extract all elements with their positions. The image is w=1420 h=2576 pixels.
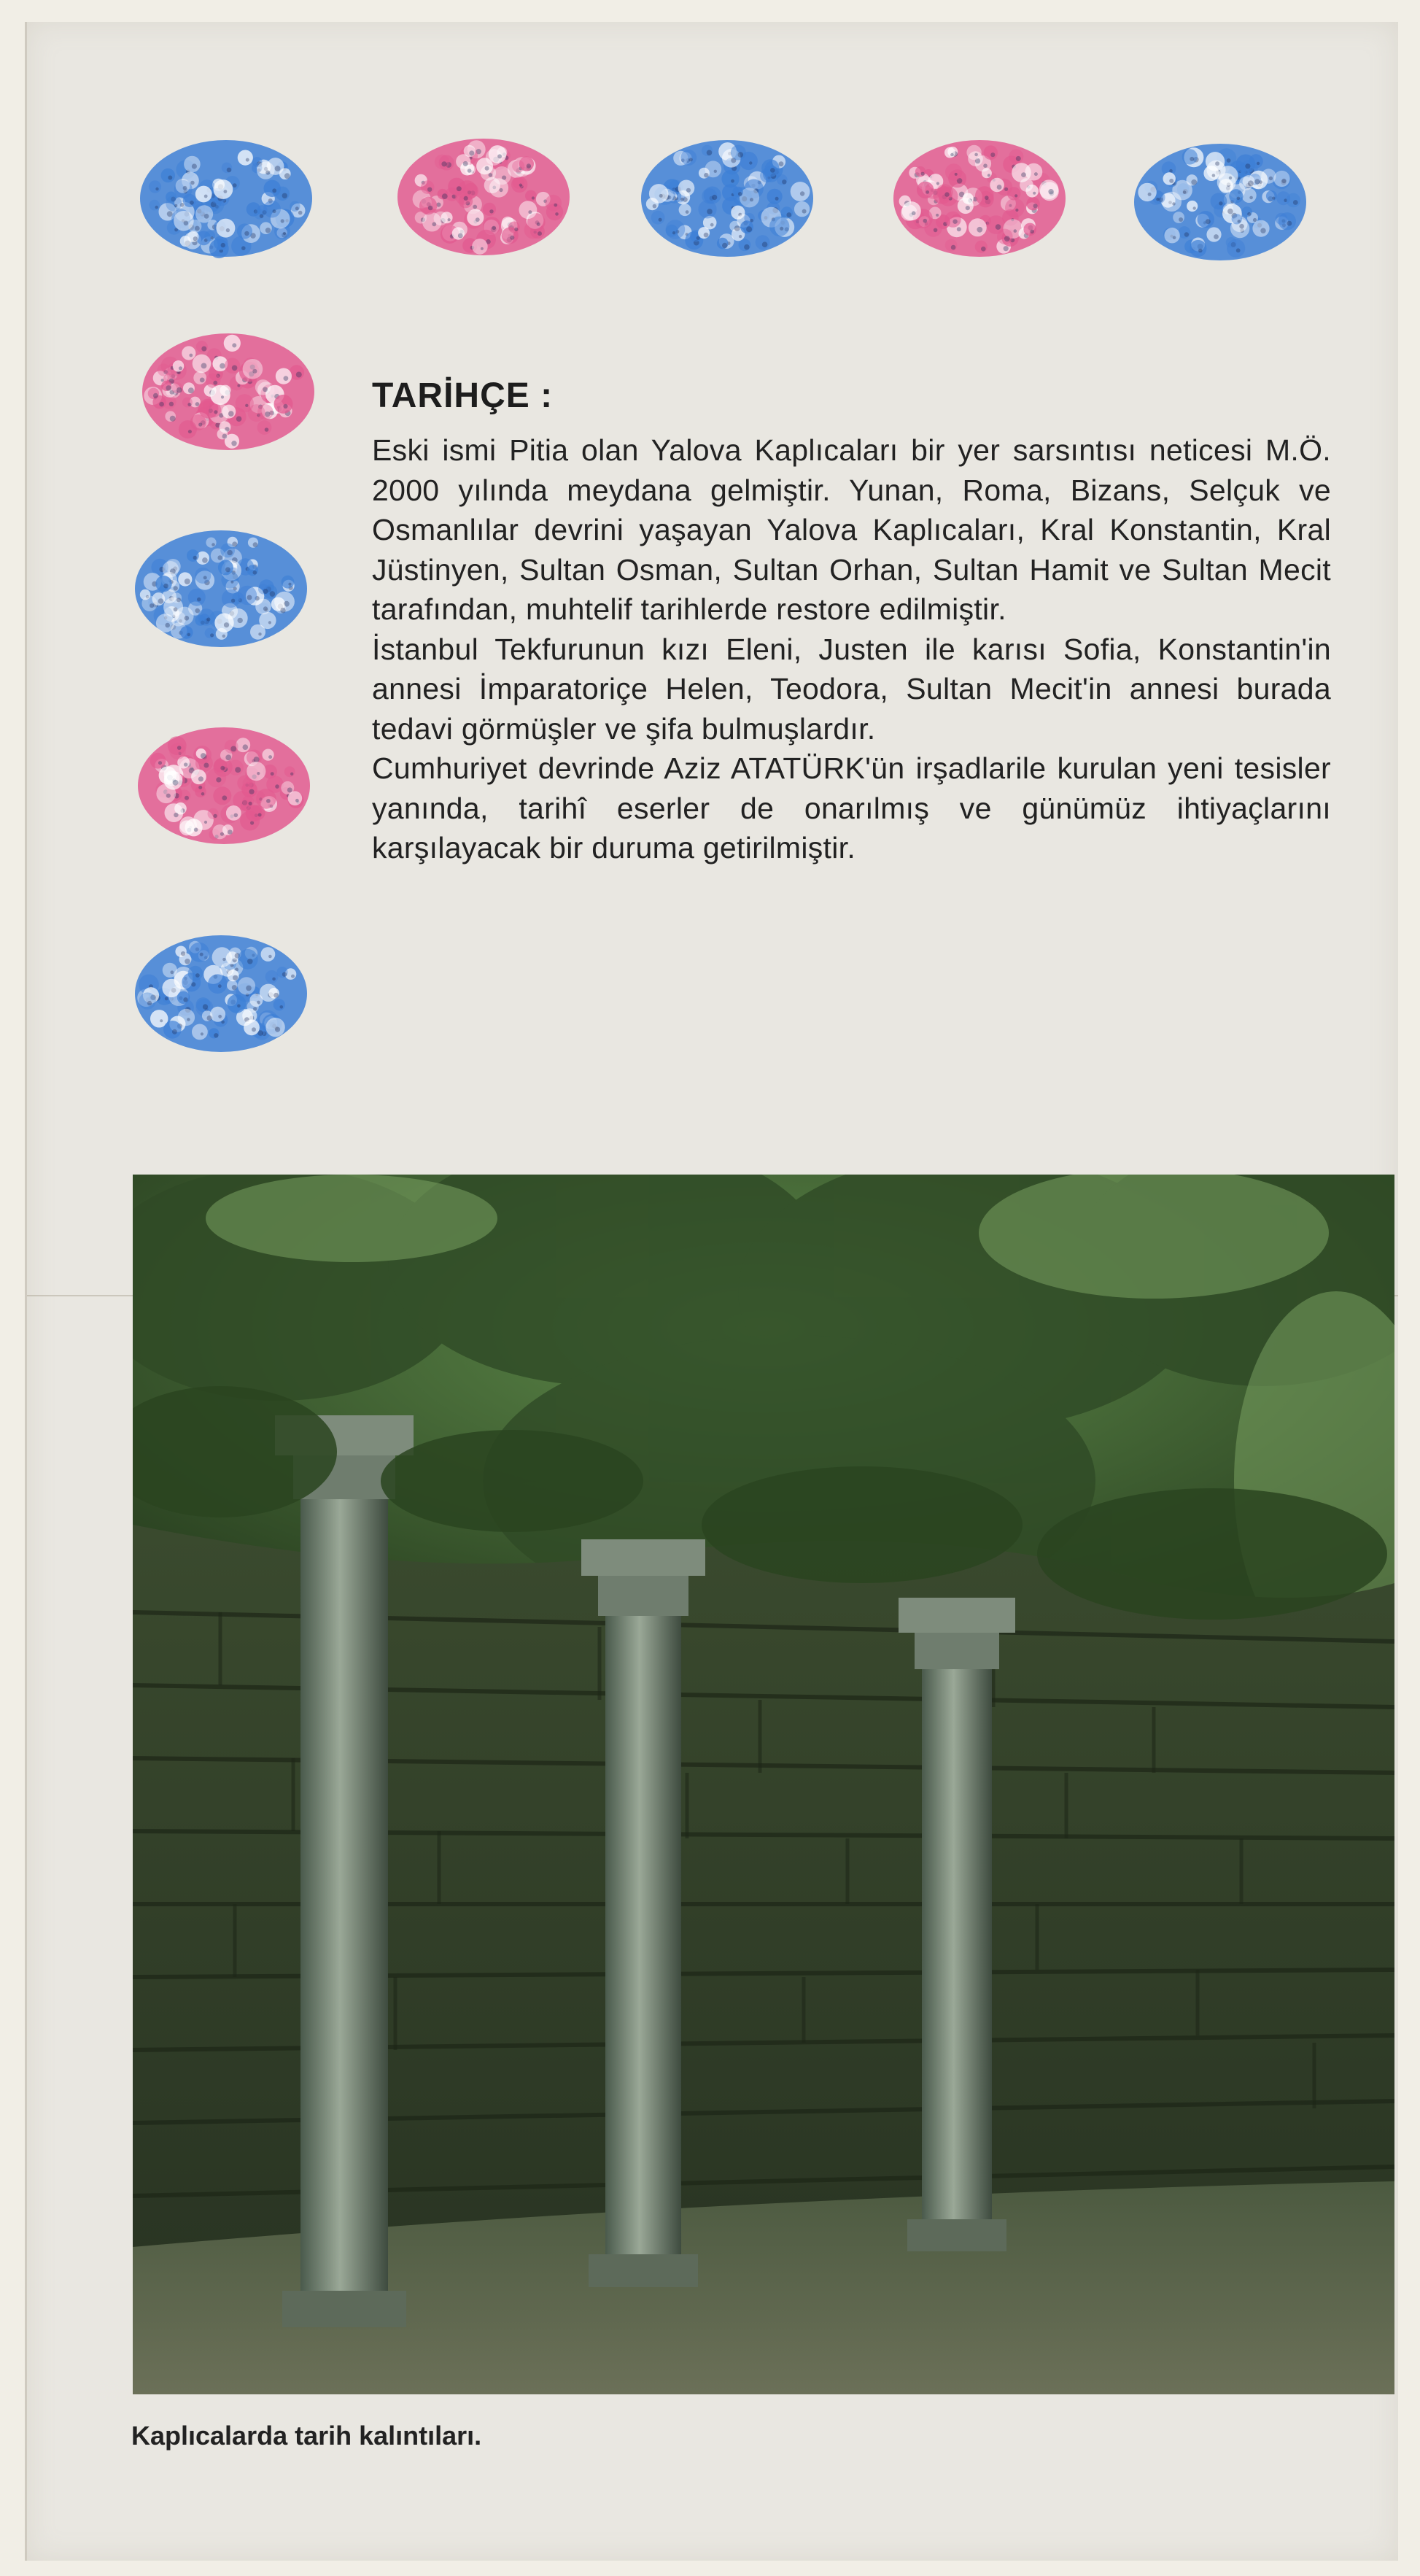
- paragraph: Eski ismi Pitia olan Yalova Kaplıcaları bir yer sarsıntısı neticesi M.Ö. 2000 yılında meydana gelmiştir. Yunan, Roma, Bizans, Selçuk ve Osmanlılar devrini yaşayan Yalova Kaplıcaları, Kral Konstantin, Kral Jüstinyen, Sultan Osman, Sultan Orhan, Sultan Hamit ve Sultan Mecit tarafından, muhtelif tarihlerde restore edilmiştir.: [372, 433, 1331, 626]
- roman-columns-photo: [133, 1175, 1394, 2394]
- hydrangea-icon-blue: [130, 927, 312, 1058]
- hydrangea-icon-blue: [135, 131, 317, 263]
- section-heading: TARİHÇE :: [372, 376, 554, 415]
- hydrangea-icon-blue: [130, 522, 312, 653]
- hydrangea-icon-blue: [1129, 135, 1311, 266]
- hydrangea-icon-pink: [137, 325, 319, 456]
- history-text: [372, 430, 1331, 868]
- hydrangea-icon-blue: [636, 131, 818, 263]
- paragraph: İstanbul Tekfurunun kızı Eleni, Justen ile karısı Sofia, Konstantin'in annesi İmparatoriçe Helen, Teodora, Sultan Mecit'in annesi burada tedavi görmüşler ve şifa bulmuşlardır.: [372, 632, 1331, 746]
- hydrangea-icon-pink: [392, 130, 575, 261]
- photo-caption: Kaplıcalarda tarih kalıntıları.: [131, 2421, 482, 2451]
- hydrangea-icon-pink: [133, 719, 315, 850]
- paragraph: Cumhuriyet devrinde Aziz ATATÜRK'ün irşadlarile kurulan yeni tesisler yanında, tarihî eserler de onarılmış ve günümüz ihtiyaçlarını karşılayacak bir duruma getirilmiştir.: [372, 751, 1331, 865]
- hydrangea-icon-pink: [888, 131, 1071, 263]
